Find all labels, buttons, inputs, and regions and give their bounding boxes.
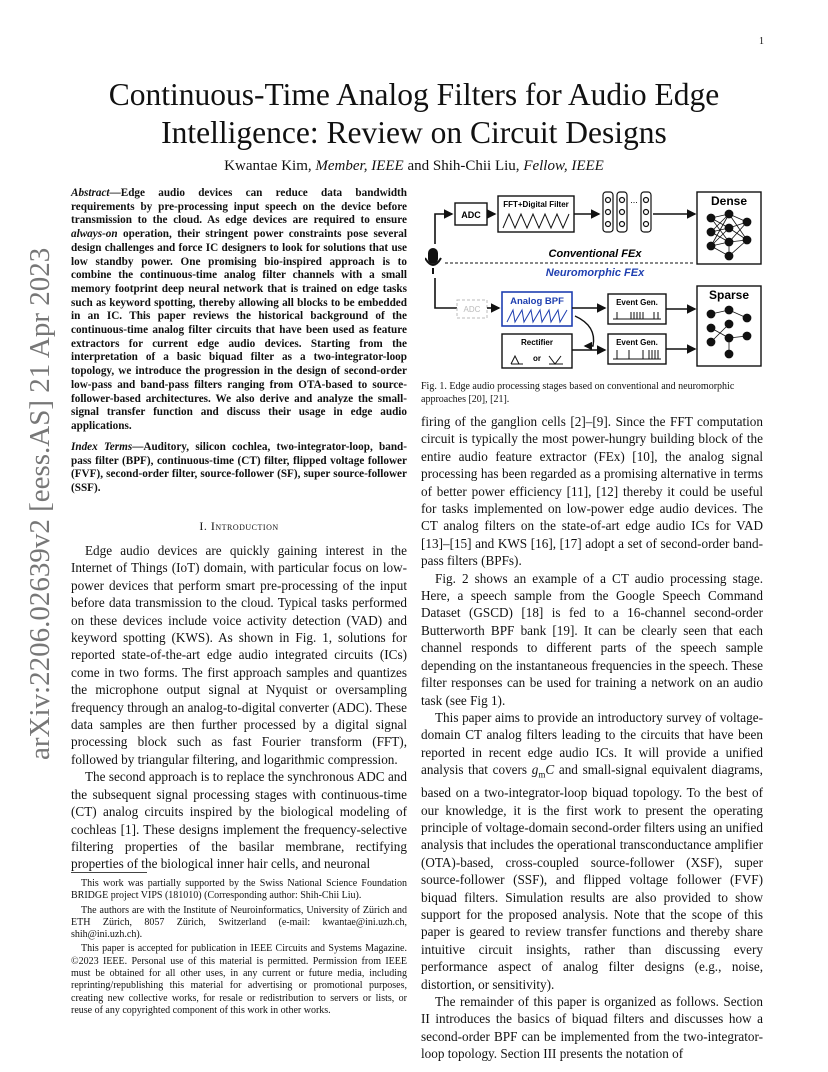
feature-columns <box>603 192 651 232</box>
footnotes <box>71 878 407 1019</box>
footnote-funding: This work was partially supported by the Swiss National Science Foundation BRIDGE project VIPS (181010) (Corresponding author: Shih-Chii Liu). <box>71 878 407 902</box>
author-and: and <box>407 158 430 174</box>
title-line-2: Intelligence: Review on Circuit Designs <box>161 115 667 150</box>
event-gen-label-2: Event Gen. <box>616 338 658 347</box>
section-heading: I. Introduction <box>199 519 279 533</box>
page-number: 1 <box>759 36 764 47</box>
right-paragraph-3 <box>421 709 763 993</box>
index-terms-text: —Auditory, silicon cochlea, two-integrator-loop, band-pass filter (BPF), continuous-time (CT) filter, flipped voltage follower (FVF), second-order filter, source-follower (SF), super source-follower (SSF). <box>71 441 407 495</box>
c-symbol: C <box>545 762 555 778</box>
author-line <box>0 158 828 175</box>
loop-arrow <box>575 316 594 346</box>
gm-subscript: m <box>538 769 546 780</box>
index-terms <box>71 441 407 496</box>
intro-paragraph-1: Edge audio devices are quickly gaining interest in the Internet of Things (IoT) domain, with particular focus on low-power devices that perform smart pre-processing of the input before data transmission to the cloud. Typical tasks performed on these devices include voice activity detection (VAD) and keyword spotting (KWS). As shown in Fig. 1, solutions for reported state-of-the-art edge audio integrated circuits (ICs) come in two forms. The first approach samples and quantizes the microphone output signal at Nyquist or oversampling frequency through an analog-to-digital converter (ADC). These data samples are then further processed by a digital signal processing block such as fast Fourier transform (FFT), followed by triangular filtering, and logarithmic compression. <box>71 543 407 767</box>
author-1-affiliation: Member, IEEE <box>315 158 404 174</box>
figure-1-diagram <box>425 188 765 373</box>
right-paragraph-3a: This paper aims to provide an introductory survey of voltage-domain CT analog filters leading to the circuits that have been reported in recent edge audio ICs. It will provide a unified analysis that covers <box>421 709 763 778</box>
or-label: or <box>533 354 541 363</box>
sparse-label: Sparse <box>708 288 750 302</box>
analog-bpf-label: Analog BPF <box>510 296 564 307</box>
author-2: Shih-Chii Liu, <box>432 158 520 174</box>
abstract-lead: Abstract <box>71 187 110 199</box>
intro-text <box>71 542 407 873</box>
footnote-affiliation: The authors are with the Institute of Neuroinformatics, University of Zürich and ETH Zürich, 8057 Zürich, Switzerland (e-mail: kwantae@ini.uzh.ch, shih@ini.uzh.ch). <box>71 904 407 941</box>
intro-paragraph-2: The second approach is to replace the synchronous ADC and the subsequent signal processing stages with continuous-time (CT) analog circuits inspired by the biological modeling of cochleas [1]. These designs implement the frequency-selective filtering properties of the basilar membrane, rectifying properties of the biological inner hair cells, and neuronal <box>71 769 407 872</box>
abstract-emphasis: always-on <box>71 228 118 241</box>
abstract-text-2: operation, their stringent power constraints pose several design challenges and force IC designers to look for solutions that use low standby power. One promising bio-inspired approach is to combine the continuous-time analog filter channels with a small memory footprint deep neural network that is trained on edge tasks such as keyword spotting, thereby allowing all blocks to be embedded in an IC. This paper reviews the historical background of the continuous-time analog filter circuits that have been used as feature extractors for current edge audio devices. Starting from the interpretation of a basic biquad filter as a two-integrator-loop topology, we introduce the progression in the design of second-order low-pass and band-pass filters ranging from OTA-based to source-follower-based architectures. We also derive and analyze the small-signal transfer function and discuss their usage in edge audio applications. <box>71 228 407 432</box>
author-2-affiliation: Fellow, IEEE <box>523 158 604 174</box>
right-column-text <box>421 413 763 1063</box>
conventional-label: Conventional FEx <box>548 248 642 260</box>
footnote-rule <box>71 872 147 873</box>
microphone-icon <box>425 248 441 274</box>
abstract <box>71 187 407 434</box>
author-1: Kwantae Kim, <box>224 158 312 174</box>
title-line-1: Continuous-Time Analog Filters for Audio Edge <box>108 77 720 112</box>
right-paragraph-2: Fig. 2 shows an example of a CT audio processing stage. Here, a speech sample from the Google Speech Command Dataset (GSCD) [18] is fed to a 16-channel second-order Butterworth BPF bank [19]. It can be clearly seen that each channel responds to different parts of the speech sample depending on the instantaneous frequencies in the speech. These filter responses can be used for training a network on an audio task (see Fig 1). <box>421 570 763 708</box>
figure-1-caption: Fig. 1. Edge audio processing stages based on conventional and neuromorphic approaches [20], [21]. <box>421 381 735 405</box>
neuromorphic-label: Neuromorphic FEx <box>545 267 645 279</box>
rectifier-label: Rectifier <box>520 338 554 347</box>
event-gen-label-1: Event Gen. <box>616 298 658 307</box>
dense-label: Dense <box>710 194 748 208</box>
arxiv-stamp: arXiv:2206.02639v2 [eess.AS] 21 Apr 2023 <box>24 247 56 760</box>
abstract-text-1: —Edge audio devices can reduce data bandwidth requirements by pre-processing input speech on the device before transmission to the cloud. As edge devices are required to ensure <box>71 187 407 227</box>
footnote-copyright: This paper is accepted for publication in IEEE Circuits and Systems Magazine. ©2023 IEEE. Personal use of this material is permitted. Permission from IEEE must be obtained for all other uses, in any current or future media, including reprinting/republishing this material for advertising or promotional purposes, creating new collective works, for resale or redistribution to servers or lists, or reuse of any copyrighted component of this work in other works. <box>71 943 407 1016</box>
adc-faded-label: ADC <box>463 305 481 314</box>
right-paragraph-4: The remainder of this paper is organized as follows. Section II introduces the basics of biquad filters and discusses how a second-order BPF can be implemented from the two-integrator-loop topology. Section III presents the notation of <box>421 994 763 1062</box>
lower-signal-line <box>435 278 457 308</box>
right-paragraph-1: firing of the ganglion cells [2]–[9]. Since the FFT computation circuit is typically the most power-hungry building block of the entire audio feature extractor (FEx) [10], the analog signal processing has been regarded as a promising alternative in terms of better power efficiency [11], [12] thereby it could be useful for tasks implemented on low-power edge audio devices. The CT analog filters on the state-of-art edge audio ICs for VAD [13]–[15] and KWS [16], [17] adopt a set of second-order band-pass filters (BPFs). <box>421 414 763 569</box>
fft-label: FFT+Digital Filter <box>503 200 569 209</box>
dots-label: ... <box>630 195 638 205</box>
index-terms-lead: Index Terms <box>71 441 133 453</box>
adc-label: ADC <box>461 210 481 220</box>
gm-symbol: g <box>531 762 539 778</box>
paper-title <box>0 76 828 152</box>
right-paragraph-3b: and small-signal equivalent diagrams, based on a two-integrator-loop biquad topology. To the best of our knowledge, it is the first work to present the operating principle of voltage-domain second-order filters using an unified analysis that includes the operational transconductance amplifier (OTA)-based, cross-coupled source-follower (XSF), super source-follower (SSF), and flipped voltage follower (FVF) biquad filters. Simulation results are also provided to show support for the proposed analysis. Note that the scope of this paper is geared to review transfer functions and thereby share intuitive circuit insights, rather than discussing every performance aspect of analog filter designs (e.g., noise, distortion, or sensitivity). <box>421 762 763 992</box>
